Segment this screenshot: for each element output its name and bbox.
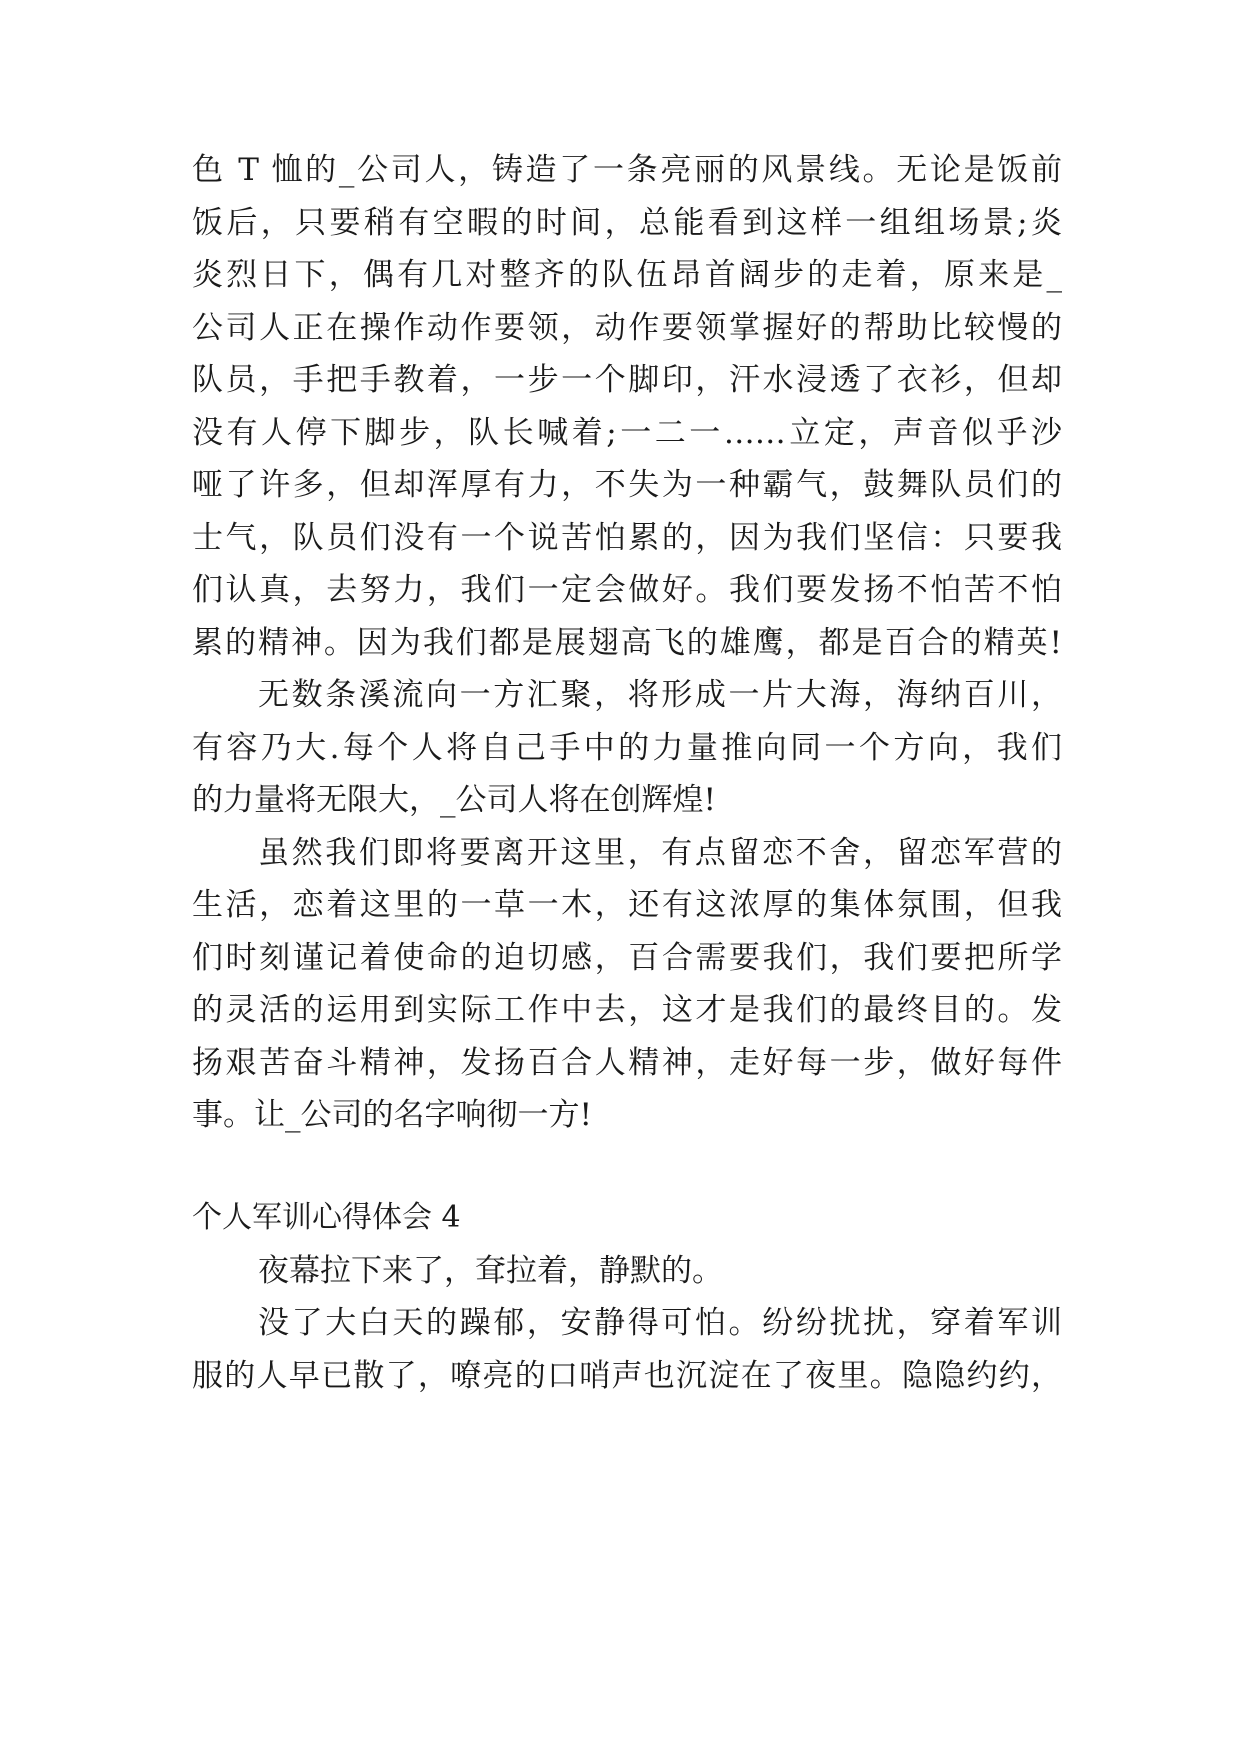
body-line-10: 累的精神。因为我们都是展翅高飞的雄鹰，都是百合的精英!	[192, 625, 1062, 661]
body-line-4: 公司人正在操作动作要领，动作要领掌握好的帮助比较慢的	[192, 310, 1062, 346]
body-line-2: 饭后，只要稍有空暇的时间，总能看到这样一组组场景;炎	[192, 205, 1062, 241]
body-line-5: 队员，手把手教着，一步一个脚印，汗水浸透了衣衫，但却	[192, 362, 1062, 398]
body-line-7: 哑了许多，但却浑厚有力，不失为一种霸气，鼓舞队员们的	[192, 467, 1062, 503]
body-line-9: 们认真，去努力，我们一定会做好。我们要发扬不怕苦不怕	[192, 572, 1062, 608]
paragraph-5-line-1: 没了大白天的躁郁，安静得可怕。纷纷扰扰，穿着军训	[258, 1305, 1062, 1341]
paragraph-2-line-3: 的力量将无限大，_公司人将在创辉煌!	[192, 782, 716, 818]
paragraph-3-line-3: 们时刻谨记着使命的迫切感，百合需要我们，我们要把所学	[192, 940, 1062, 976]
paragraph-3-line-6: 事。让_公司的名字响彻一方!	[192, 1097, 592, 1133]
paragraph-4-line-1: 夜幕拉下来了，耷拉着，静默的。	[258, 1253, 723, 1289]
paragraph-5-line-2: 服的人早已散了，嘹亮的口哨声也沉淀在了夜里。隐隐约约，	[192, 1358, 1062, 1394]
paragraph-3-line-2: 生活，恋着这里的一草一木，还有这浓厚的集体氛围，但我	[192, 887, 1062, 923]
paragraph-2-line-1: 无数条溪流向一方汇聚，将形成一片大海，海纳百川，	[258, 677, 1062, 713]
section-heading: 个人军训心得体会 4	[192, 1200, 461, 1235]
body-line-8: 士气，队员们没有一个说苦怕累的，因为我们坚信：只要我	[192, 520, 1062, 556]
paragraph-3-line-5: 扬艰苦奋斗精神，发扬百合人精神，走好每一步，做好每件	[192, 1045, 1062, 1081]
body-line-6: 没有人停下脚步，队长喊着;一二一……立定，声音似乎沙	[192, 415, 1062, 451]
body-line-3: 炎烈日下，偶有几对整齐的队伍昂首阔步的走着，原来是_	[192, 257, 1062, 293]
paragraph-3-line-4: 的灵活的运用到实际工作中去，这才是我们的最终目的。发	[192, 992, 1062, 1028]
paragraph-3-line-1: 虽然我们即将要离开这里，有点留恋不舍，留恋军营的	[258, 835, 1062, 871]
paragraph-2-line-2: 有容乃大.每个人将自己手中的力量推向同一个方向，我们	[192, 730, 1062, 766]
body-line-1: 色 T 恤的_公司人，铸造了一条亮丽的风景线。无论是饭前	[192, 152, 1062, 188]
